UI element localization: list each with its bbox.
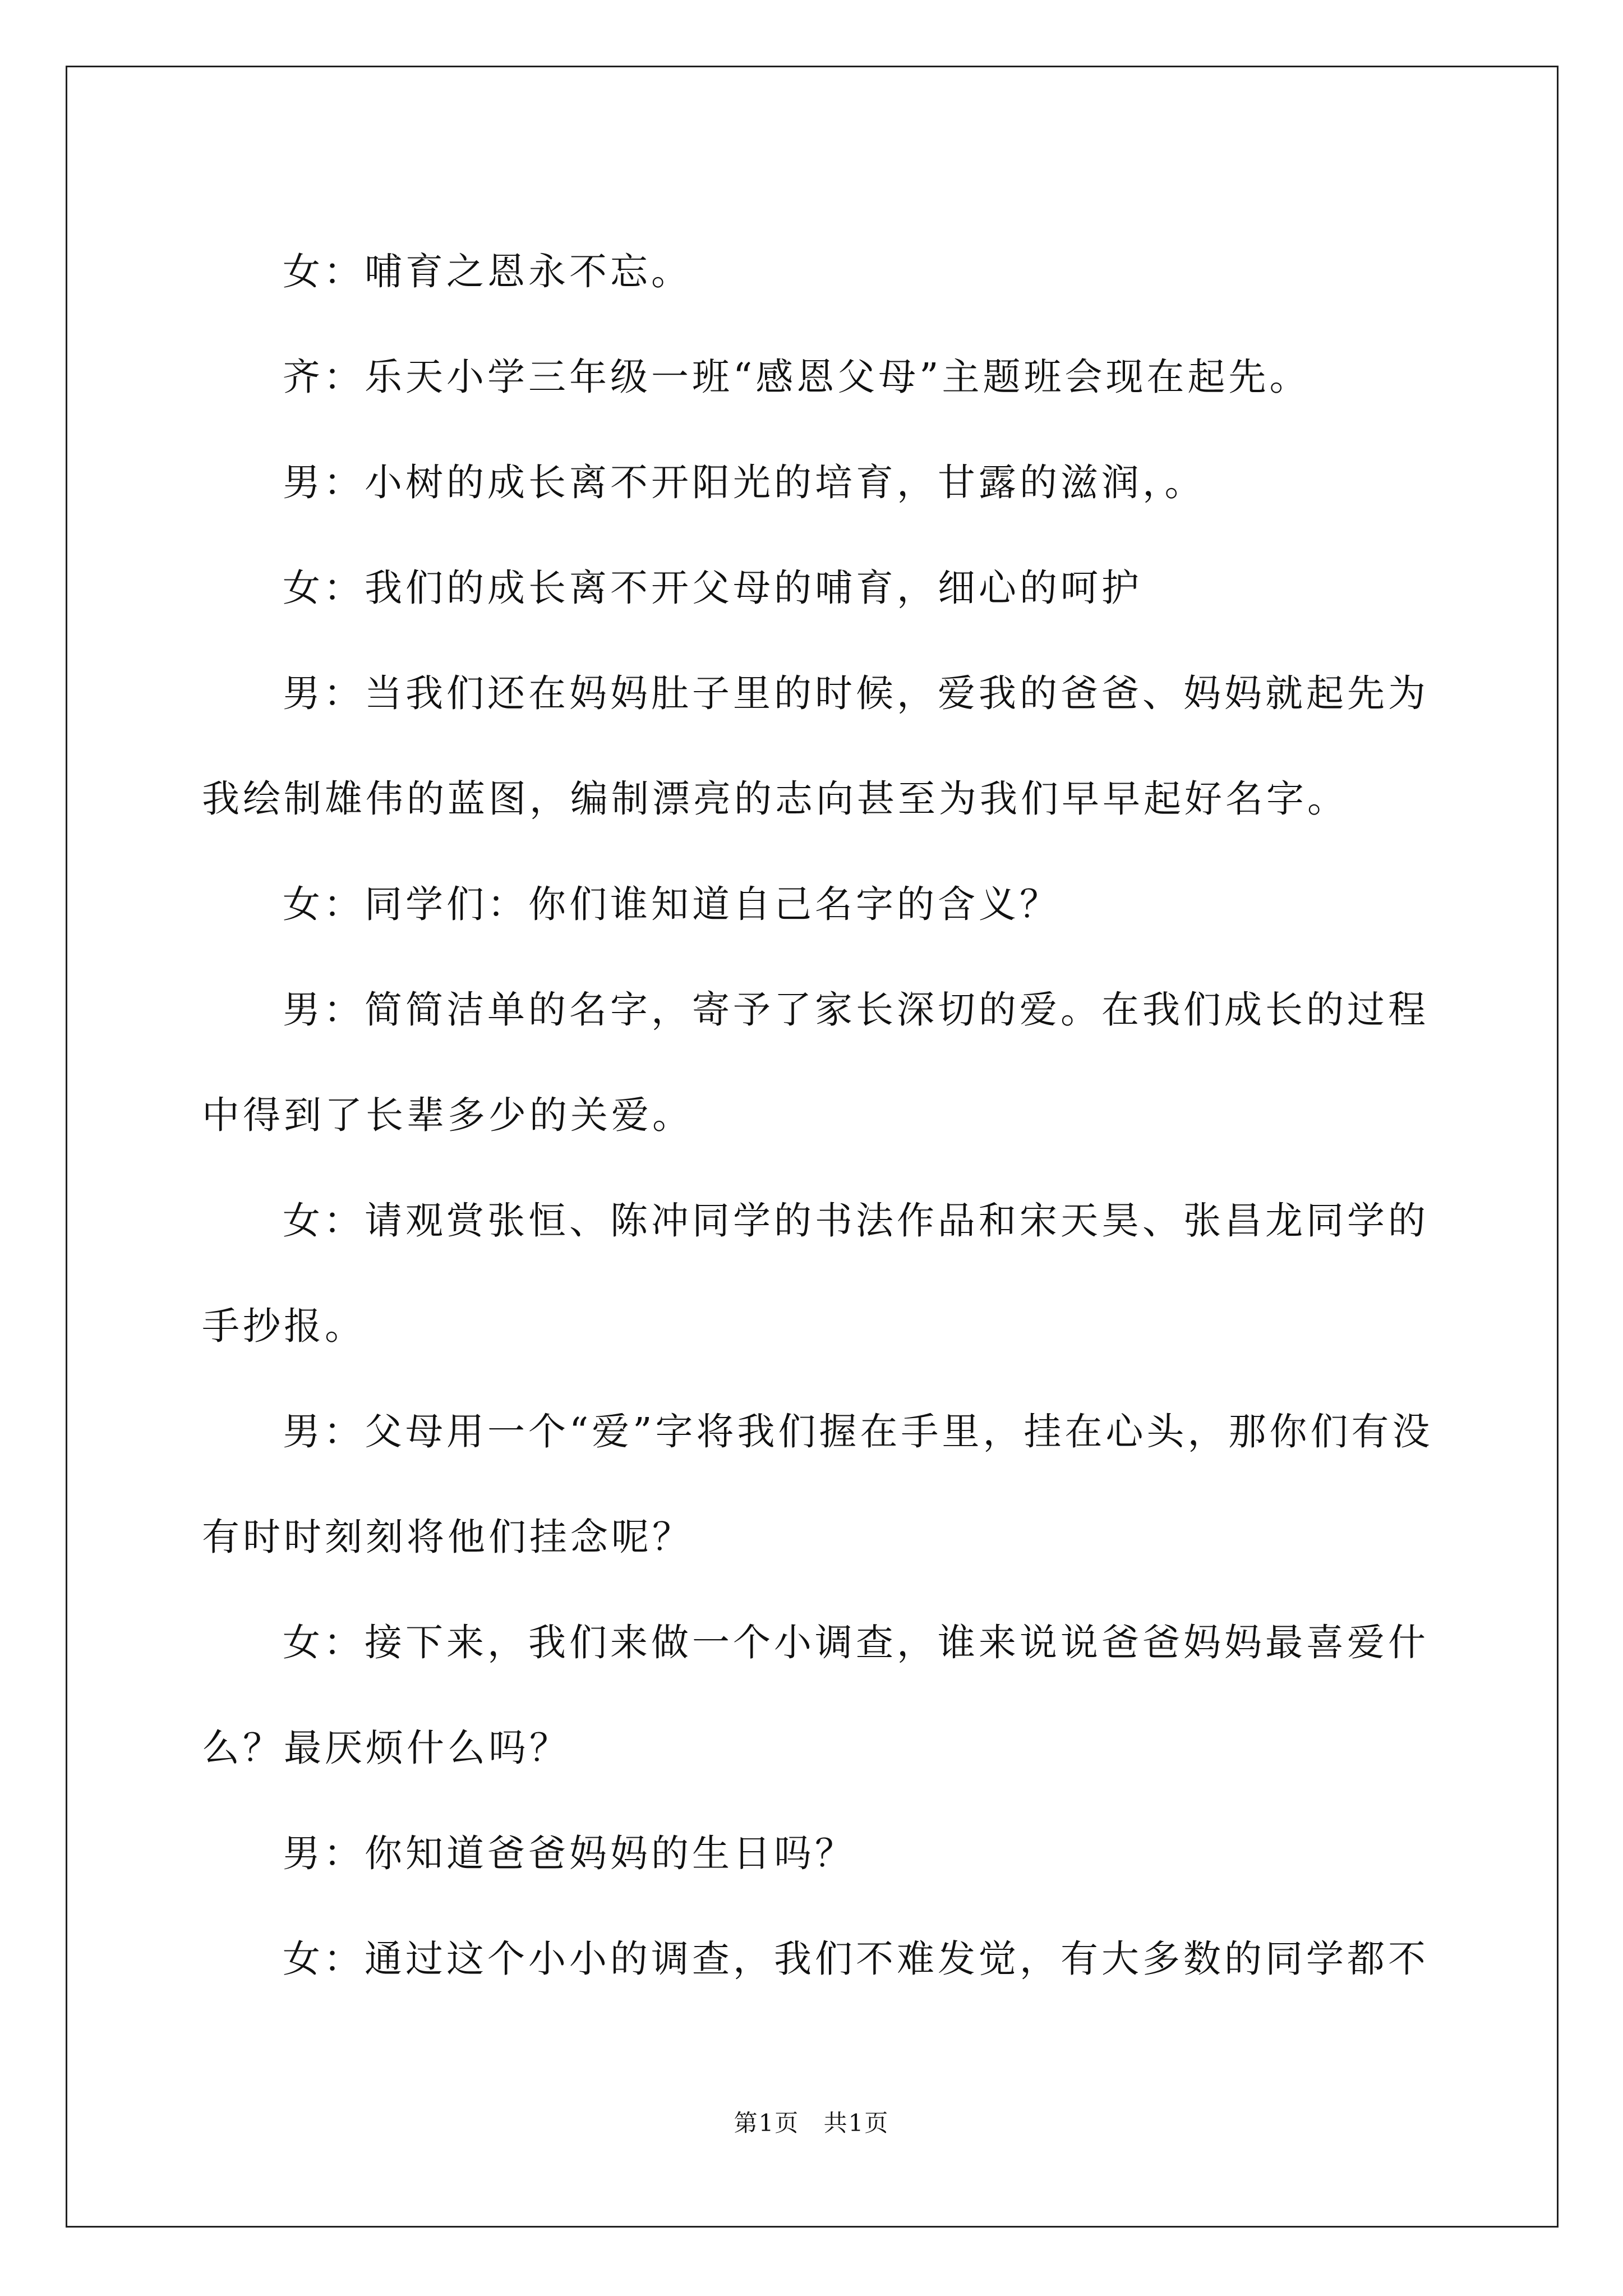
paragraph: 女：哺育之恩永不忘。: [283, 250, 692, 293]
paragraph: 女：同学们：你们谁知道自己名字的含义？: [283, 882, 1061, 926]
paragraph: 女：我们的成长离不开父母的哺育，细心的呵护: [283, 566, 1142, 610]
paragraph: 男：父母用一个“爱”字将我们握在手里，挂在心头，那你们有没有时时刻刻将他们挂念呢？: [202, 1410, 1433, 1559]
paragraph: 男：简简洁单的名字，寄予了家长深切的爱。在我们成长的过程中得到了长辈多少的关爱。: [202, 988, 1429, 1137]
paragraph: 女：接下来，我们来做一个小调查，谁来说说爸爸妈妈最喜爱什么？最厌烦什么吗？: [202, 1621, 1429, 1770]
paragraph: 男：当我们还在妈妈肚子里的时候，爱我的爸爸、妈妈就起先为我绘制雄伟的蓝图，编制漂亮的志向甚至为我们早早起好名字。: [202, 671, 1429, 821]
paragraph: 男：你知道爸爸妈妈的生日吗？: [283, 1832, 856, 1875]
paragraph: 男：小树的成长离不开阳光的培育，甘露的滋润，。: [283, 461, 1206, 504]
paragraph: 女：通过这个小小的调查，我们不难发觉，有大多数的同学都不: [283, 1937, 1429, 1981]
page-total: 共1页: [823, 2109, 889, 2137]
paragraph: 女：请观赏张恒、陈冲同学的书法作品和宋天昊、张昌龙同学的手抄报。: [202, 1199, 1429, 1348]
paragraph: 齐：乐天小学三年级一班“感恩父母”主题班会现在起先。: [283, 355, 1311, 399]
page-footer: [0, 2105, 1623, 2138]
document-body: [202, 219, 1436, 2012]
page-number: 第1页: [734, 2109, 800, 2137]
